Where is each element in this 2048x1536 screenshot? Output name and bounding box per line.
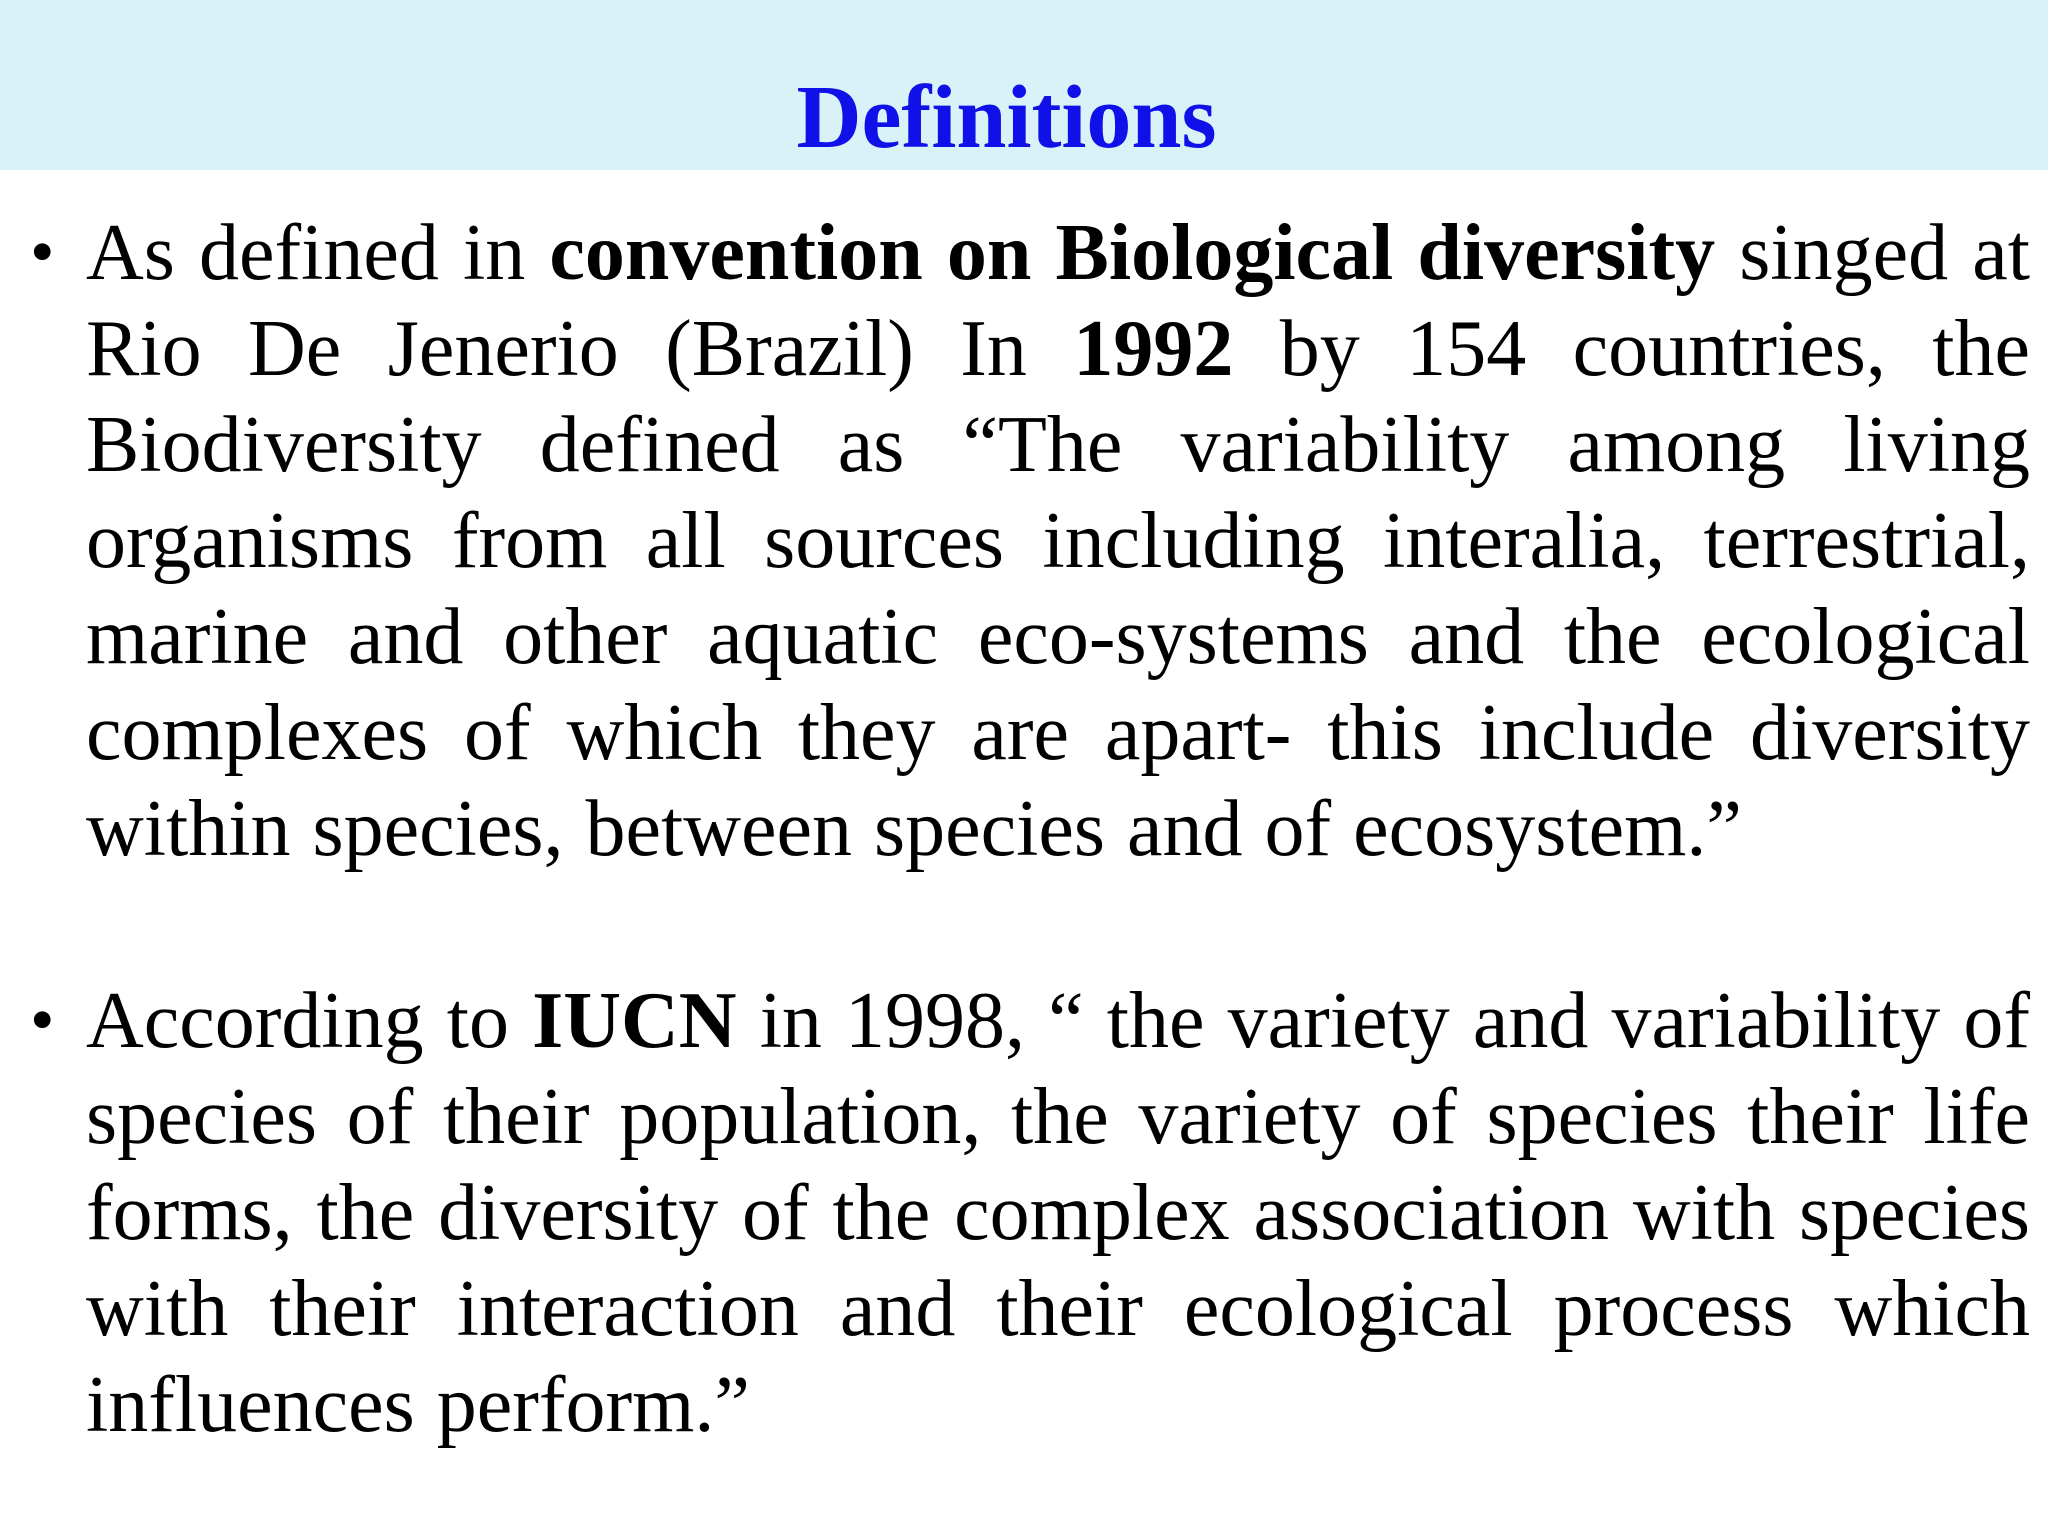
bullet-item-cbd-definition: [0, 205, 2048, 877]
text-segment-bold: IUCN: [532, 977, 737, 1065]
bullet-text-iucn-definition: [86, 973, 2030, 1453]
text-segment-bold: convention on Biological diversity: [549, 209, 1716, 297]
bullet-marker: •: [30, 214, 55, 291]
bullet-marker: •: [30, 982, 55, 1059]
slide-title: Definitions: [796, 68, 1217, 167]
bullet-text-cbd-definition: [86, 205, 2030, 877]
text-segment: in 1998, “ the variety and variability of species of their population, the variety of species their life forms, the diversity of the complex association with species with their interaction and their ecological process which influences perform.”: [86, 977, 2031, 1449]
text-segment-bold: 1992: [1073, 305, 1234, 393]
text-segment: by 154 countries, the Biodiversity defined as “The variability among living organisms from all sources including interalia, terrestrial, marine and other aquatic eco-systems and the ecological complexes of which they are apart- this include diversity within species, between species and of ecosystem.”: [86, 305, 2030, 873]
text-segment: singed at Rio De Jenerio (Brazil) In: [86, 209, 2031, 393]
bullet-item-iucn-definition: [0, 973, 2048, 1453]
text-segment: As defined in: [86, 209, 550, 297]
slide-body: [0, 205, 2048, 1453]
text-segment: According to: [86, 977, 533, 1065]
